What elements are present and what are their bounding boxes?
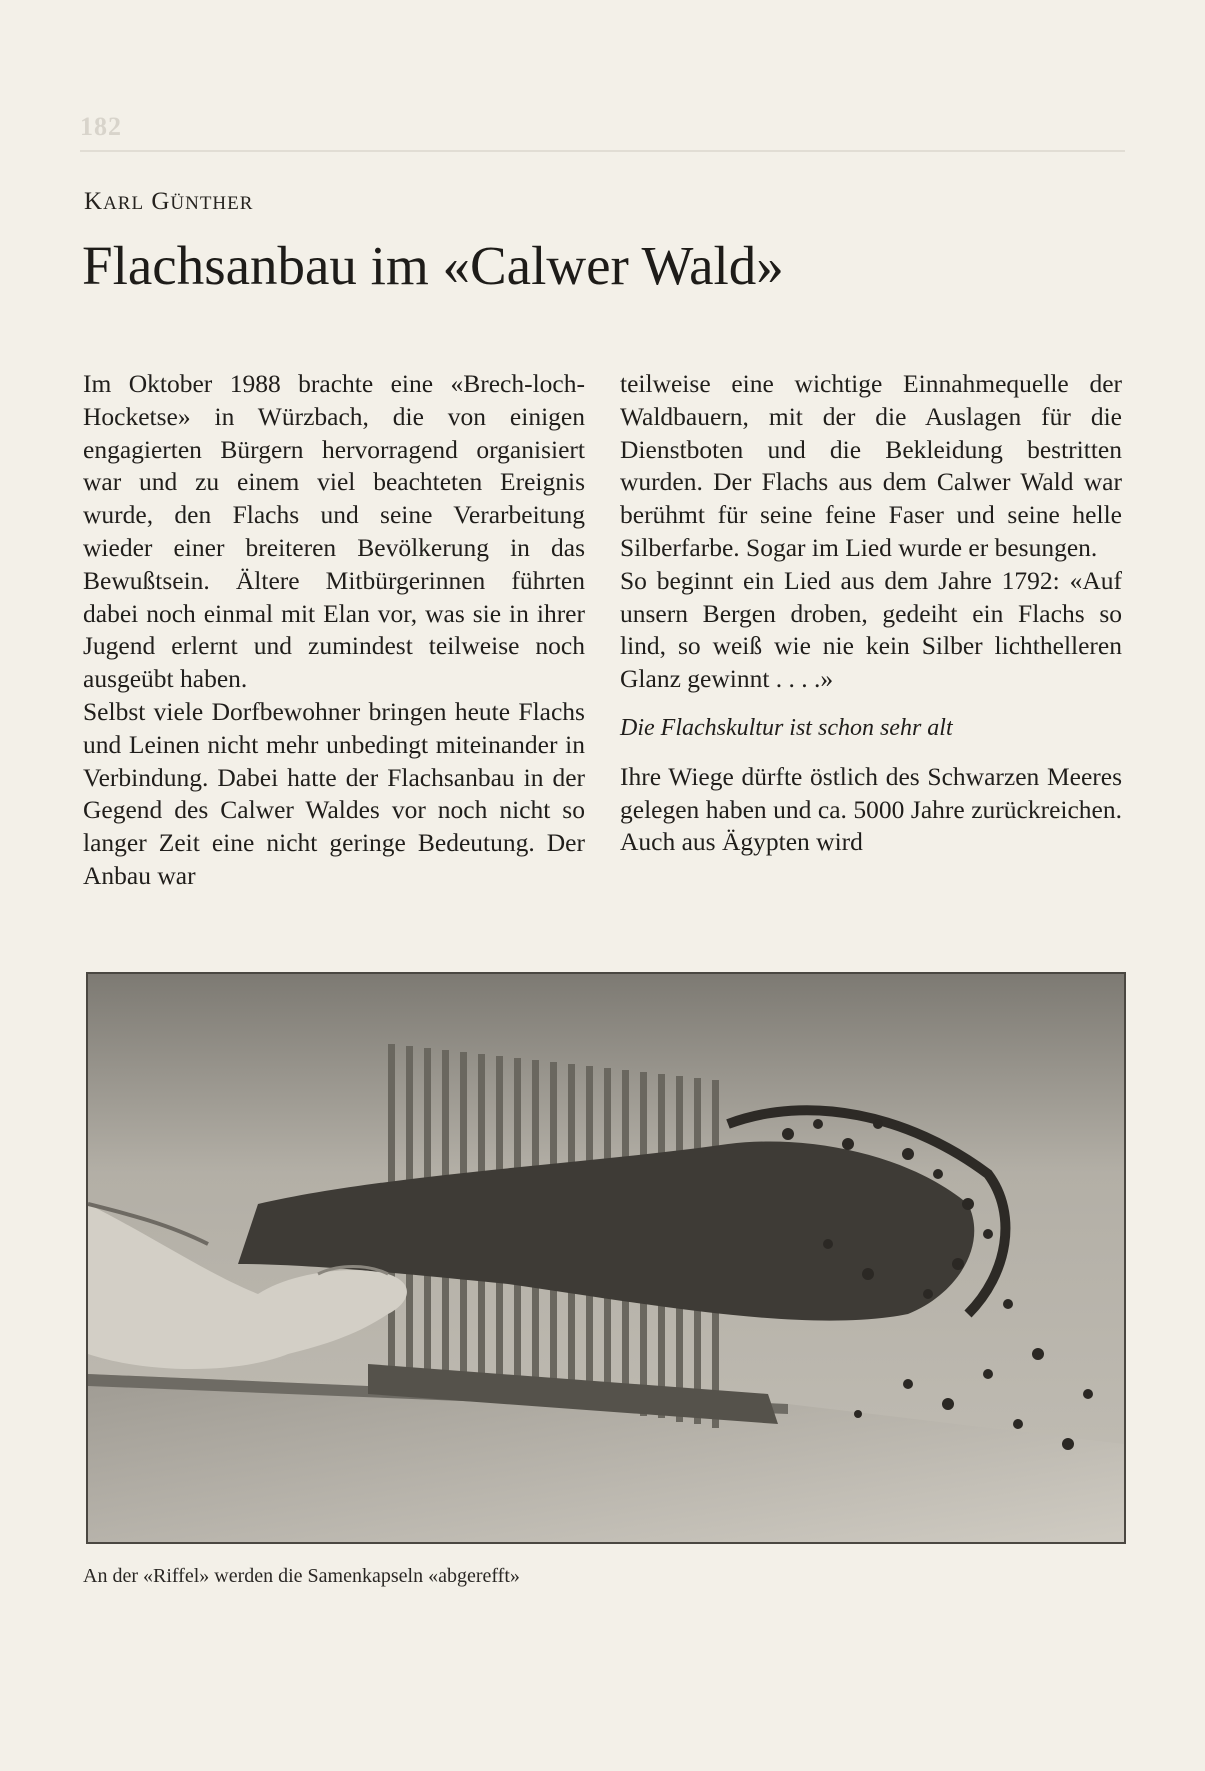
right-column bbox=[620, 368, 1122, 859]
paragraph: Im Oktober 1988 brachte eine «Brech-loch-Hocketse» in Würzbach, die von einigen engagierten Bürgern hervorragend organisiert war und zu einem viel beachteten Ereignis wurde, den Flachs und seine Verarbeitung wieder einer breiteren Bevölkerung in das Bewußtsein. Ältere Mitbürgerinnen führten dabei noch einmal mit Elan vor, was sie in ihrer Jugend erlernt und zumindest teilweise noch ausgeübt haben. bbox=[83, 369, 585, 694]
paragraph: So beginnt ein Lied aus dem Jahre 1792: «Auf unsern Bergen droben, gedeiht ein Flachs so lind, so weiß wie nie kein Silber lichthelleren Glanz gewinnt . . . .» bbox=[620, 565, 1122, 694]
paragraph: Selbst viele Dorfbewohner bringen heute Flachs und Leinen nicht mehr unbedingt miteinander in Verbindung. Dabei hatte der Flachsanbau in der Gegend des Calwer Waldes vor noch nicht so langer Zeit eine nicht geringe Bedeutung. Der Anbau war bbox=[83, 696, 585, 890]
left-column bbox=[83, 368, 585, 893]
header-rule bbox=[80, 150, 1125, 152]
paragraph: Ihre Wiege dürfte östlich des Schwarzen Meeres gelegen haben und ca. 5000 Jahre zurückreichen. Auch aus Ägypten wird bbox=[620, 761, 1122, 857]
figure-caption: An der «Riffel» werden die Samenkapseln «abgerefft» bbox=[83, 1565, 520, 1587]
paragraph: teilweise eine wichtige Einnahmequelle der Waldbauern, mit der die Auslagen für die Dienstboten und die Bekleidung bestritten wurden. Der Flachs aus dem Calwer Wald war berühmt für seine feine Faser und seine helle Silberfarbe. Sogar im Lied wurde er besungen. bbox=[620, 369, 1122, 562]
section-subheading: Die Flachskultur ist schon sehr alt bbox=[620, 714, 953, 741]
author-name: KARL GÜNTHER bbox=[84, 188, 254, 215]
article-title: Flachsanbau im «Calwer Wald» bbox=[82, 235, 784, 296]
bleed-through-page-number: 182 bbox=[80, 112, 122, 141]
flax-rippling-photo bbox=[86, 972, 1126, 1544]
